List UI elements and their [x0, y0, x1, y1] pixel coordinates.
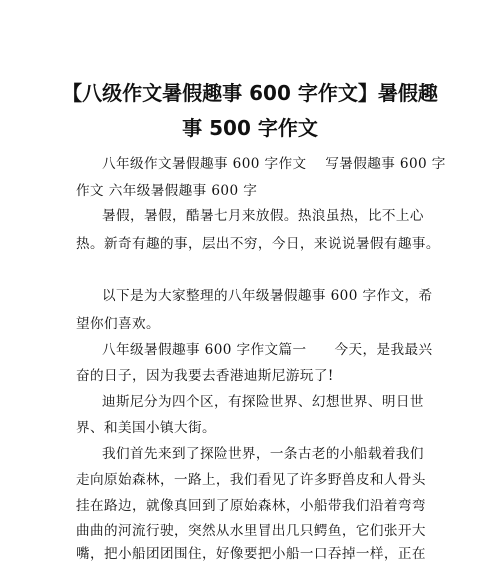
- document-title-line-1: 【八级作文暑假趣事 600 字作文】暑假趣: [62, 81, 438, 105]
- paragraph-line: 曲曲的河流行驶，突然从水里冒出几只鳄鱼，它们张开大: [76, 523, 426, 539]
- paragraph-line: 八年级暑假趣事 600 字作文篇一 今天，是我最兴: [102, 342, 433, 358]
- paragraph-line: 界、和美国小镇大街。: [76, 420, 216, 436]
- paragraph-line: 八年级作文暑假趣事 600 字作文 写暑假趣事 600 字: [102, 156, 446, 172]
- paragraph-line: 望你们喜欢。: [76, 316, 160, 332]
- document-title-line-2: 事 500 字作文: [182, 116, 318, 140]
- paragraph-line: 走向原始森林，一路上，我们看见了许多野兽皮和人骨头: [76, 472, 426, 488]
- paragraph-line: 挂在路边，就像真回到了原始森林，小船带我们沿着弯弯: [76, 498, 426, 514]
- paragraph-line: 奋的日子，因为我要去香港迪斯尼游玩了!: [76, 368, 334, 384]
- paragraph-line: 作文 六年级暑假趣事 600 字: [76, 183, 258, 199]
- paragraph-line: 热。新奇有趣的事，层出不穷，今日，来说说暑假有趣事。: [76, 236, 440, 252]
- paragraph-line: 嘴，把小船团团围住，好像要把小船一口吞掉一样，正在: [76, 546, 426, 562]
- paragraph-line: 迪斯尼分为四个区，有探险世界、幻想世界、明日世: [102, 394, 424, 410]
- paragraph-line: 我们首先来到了探险世界，一条古老的小船载着我们: [102, 446, 424, 462]
- paragraph-line: 暑假，暑假，酷暑七月来放假。热浪虽热，比不上心: [102, 208, 424, 224]
- paragraph-line: 以下是为大家整理的八年级暑假趣事 600 字作文，希: [102, 288, 433, 304]
